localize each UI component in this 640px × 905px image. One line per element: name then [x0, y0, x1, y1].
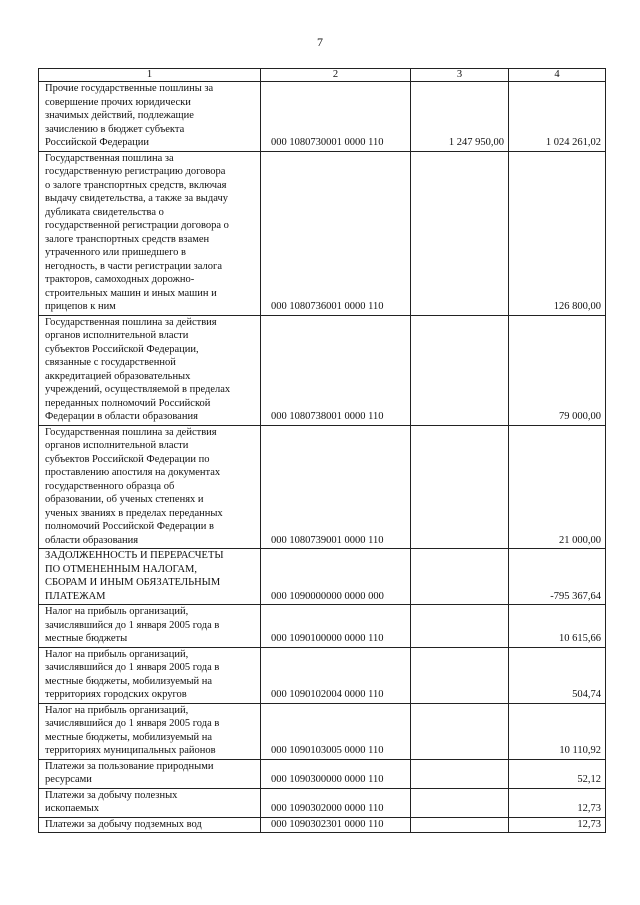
- table-row: [39, 605, 606, 648]
- row-fact-amount-cell: 21 000,00: [509, 425, 606, 549]
- row-name-cell: Платежи за добычу полезных ископаемых: [39, 788, 261, 817]
- row-name-cell: Налог на прибыль организаций, зачислявшийся до 1 января 2005 года в местные бюджеты: [39, 605, 261, 648]
- row-name-cell: Налог на прибыль организаций, зачислявшийся до 1 января 2005 года в местные бюджеты, мобилизуемый на территориях муниципальных районов: [39, 703, 261, 759]
- row-code-cell: 000 1090302301 0000 110: [261, 817, 411, 833]
- row-name-cell: Прочие государственные пошлины за совершение прочих юридически значимых действий, подлежащие зачислению в бюджет субъекта Российской Федерации: [39, 82, 261, 152]
- column-header-2: 2: [261, 69, 411, 82]
- table-row: [39, 647, 606, 703]
- row-fact-amount-cell: -795 367,64: [509, 549, 606, 605]
- row-fact-amount-cell: 126 800,00: [509, 151, 606, 315]
- budget-revenue-table: [38, 68, 606, 833]
- column-header-3: 3: [411, 69, 509, 82]
- row-code-cell: 000 1090103005 0000 110: [261, 703, 411, 759]
- row-code-cell: 000 1090100000 0000 110: [261, 605, 411, 648]
- row-name-cell: ЗАДОЛЖЕННОСТЬ И ПЕРЕРАСЧЕТЫ ПО ОТМЕНЕННЫМ НАЛОГАМ, СБОРАМ И ИНЫМ ОБЯЗАТЕЛЬНЫМ ПЛАТЕЖАМ: [39, 549, 261, 605]
- table-body: [39, 82, 606, 833]
- row-fact-amount-cell: 12,73: [509, 817, 606, 833]
- row-name-cell: Государственная пошлина за действия органов исполнительной власти субъектов Российской Федерации, связанные с государственной аккредитацией образовательных учреждений, осуществляемой в пределах переданных полномочий Российской Федерации в области образования: [39, 315, 261, 425]
- row-plan-amount-cell: [411, 788, 509, 817]
- row-fact-amount-cell: 10 110,92: [509, 703, 606, 759]
- row-plan-amount-cell: [411, 605, 509, 648]
- row-fact-amount-cell: 79 000,00: [509, 315, 606, 425]
- row-code-cell: 000 1090302000 0000 110: [261, 788, 411, 817]
- table-row: [39, 788, 606, 817]
- row-code-cell: 000 1090000000 0000 000: [261, 549, 411, 605]
- table-row: [39, 817, 606, 833]
- row-plan-amount-cell: [411, 817, 509, 833]
- row-name-cell: Платежи за пользование природными ресурсами: [39, 759, 261, 788]
- column-header-4: 4: [509, 69, 606, 82]
- row-code-cell: 000 1080738001 0000 110: [261, 315, 411, 425]
- row-name-cell: Платежи за добычу подземных вод: [39, 817, 261, 833]
- column-header-1: 1: [39, 69, 261, 82]
- row-plan-amount-cell: [411, 151, 509, 315]
- table-header-row: [39, 69, 606, 82]
- table-row: [39, 425, 606, 549]
- table-row: [39, 549, 606, 605]
- row-name-cell: Налог на прибыль организаций, зачислявшийся до 1 января 2005 года в местные бюджеты, мобилизуемый на территориях городских округов: [39, 647, 261, 703]
- row-fact-amount-cell: 12,73: [509, 788, 606, 817]
- row-plan-amount-cell: [411, 425, 509, 549]
- row-plan-amount-cell: [411, 703, 509, 759]
- row-fact-amount-cell: 10 615,66: [509, 605, 606, 648]
- row-code-cell: 000 1090300000 0000 110: [261, 759, 411, 788]
- row-fact-amount-cell: 504,74: [509, 647, 606, 703]
- row-plan-amount-cell: 1 247 950,00: [411, 82, 509, 152]
- row-code-cell: 000 1090102004 0000 110: [261, 647, 411, 703]
- table-row: [39, 151, 606, 315]
- table-row: [39, 759, 606, 788]
- row-fact-amount-cell: 1 024 261,02: [509, 82, 606, 152]
- page-number: 7: [317, 35, 323, 49]
- row-code-cell: 000 1080739001 0000 110: [261, 425, 411, 549]
- row-name-cell: Государственная пошлина за действия органов исполнительной власти субъектов Российской Федерации по проставлению апостиля на документах государственного образца об образовании, об ученых степенях и ученых званиях в пределах переданных полномочий Российской Федерации в области образования: [39, 425, 261, 549]
- row-code-cell: 000 1080730001 0000 110: [261, 82, 411, 152]
- row-plan-amount-cell: [411, 549, 509, 605]
- table-row: [39, 703, 606, 759]
- row-fact-amount-cell: 52,12: [509, 759, 606, 788]
- table-row: [39, 82, 606, 152]
- row-plan-amount-cell: [411, 647, 509, 703]
- row-plan-amount-cell: [411, 315, 509, 425]
- row-code-cell: 000 1080736001 0000 110: [261, 151, 411, 315]
- row-plan-amount-cell: [411, 759, 509, 788]
- row-name-cell: Государственная пошлина за государственную регистрацию договора о залоге транспортных средств, включая выдачу свидетельства, а также за выдачу дубликата свидетельства о государственной регистрации договора о залоге транспортных средств взамен утраченного или пришедшего в негодность, в части регистрации залога тракторов, самоходных дорожно- строительных машин и иных машин и прицепов к ним: [39, 151, 261, 315]
- table-row: [39, 315, 606, 425]
